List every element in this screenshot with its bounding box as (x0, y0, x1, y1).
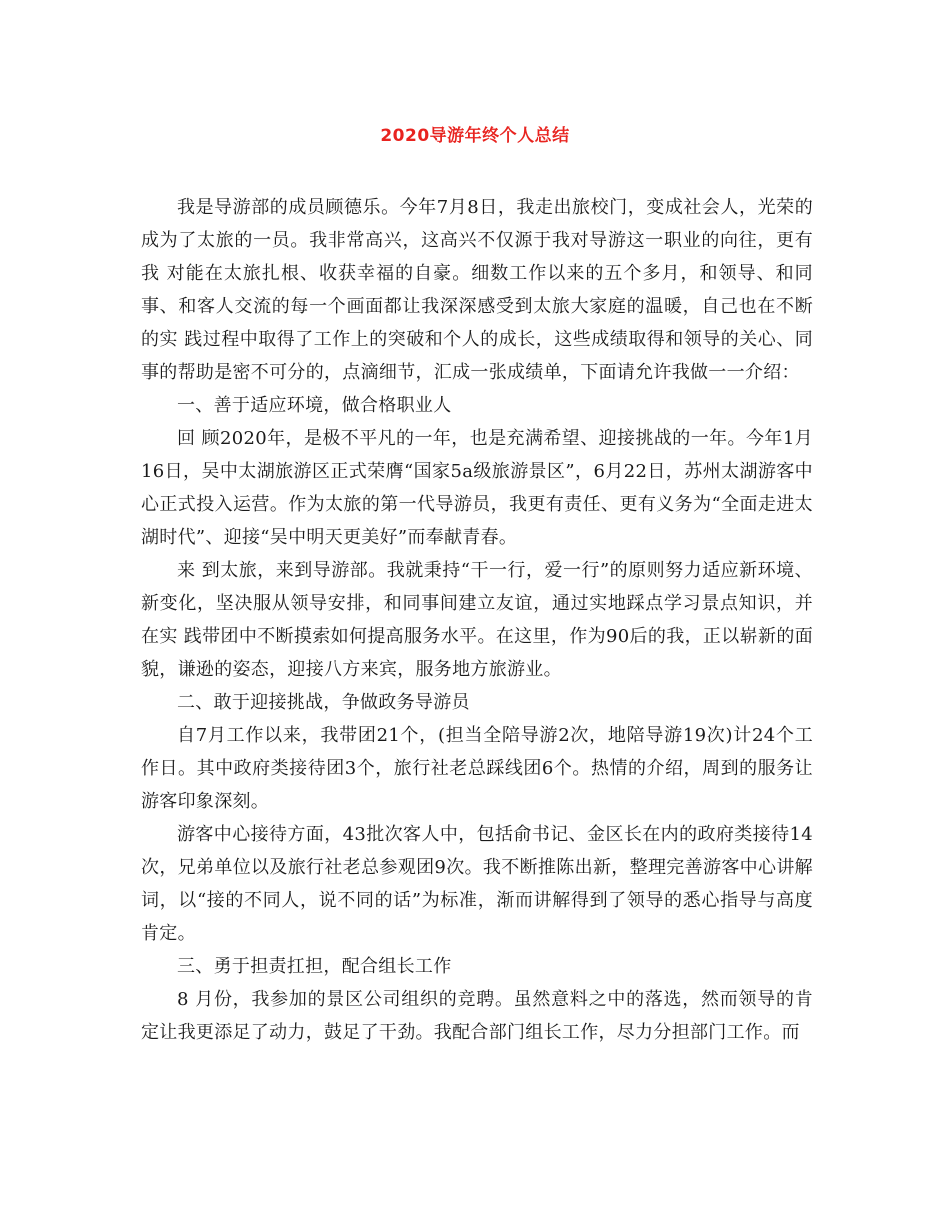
paragraph-tour-stats: 自7月工作以来，我带团21个，(担当全陪导游2次，地陪导游19次)计24个工作日。其中政府类接待团3个，旅行社老总踩线团6个。热情的介绍，周到的服务让游客印象深刻。 (141, 725, 813, 812)
section-heading-2: 二、敢于迎接挑战，争做政务导游员 (177, 692, 470, 713)
section-heading-1: 一、善于适应环境，做合格职业人 (177, 395, 452, 416)
document-title: 2020导游年终个人总结 (380, 126, 570, 146)
paragraph-competition: 8 月份，我参加的景区公司组织的竞聘。虽然意料之中的落选，然而领导的肯定让我更添足了动力，鼓足了干劲。我配合部门组长工作，尽力分担部门工作。而 (141, 989, 813, 1043)
section-heading-3: 三、勇于担责扛担，配合组长工作 (177, 956, 452, 977)
paragraph-review-2020: 回 顾2020年，是极不平凡的一年，也是充满希望、迎接挑战的一年。今年1月16日，吴中太湖旅游区正式荣膺“国家5a级旅游景区”，6月22日，苏州太湖游客中心正式投入运营。作为太旅的第一代导游员，我更有责任、更有义务为“全面走进太湖时代”、迎接“吴中明天更美好”而奉献青春。 (141, 428, 813, 548)
document-body (141, 191, 813, 1049)
paragraph-intro: 我是导游部的成员顾德乐。今年7月8日，我走出旅校门，变成社会人，光荣的成为了太旅的一员。我非常高兴，这高兴不仅源于我对导游这一职业的向往，更有我 对能在太旅扎根、收获幸福的自豪。细数工作以来的五个多月，和领导、和同事、和客人交流的每一个画面都让我深深感受到太旅大家庭的温暖，自己也在不断的实 践过程中取得了工作上的突破和个人的成长，这些成绩取得和领导的关心、同事的帮助是密不可分的，点滴细节，汇成一张成绩单，下面请允许我做一一介绍： (141, 197, 813, 383)
paragraph-adapt: 来 到太旅，来到导游部。我就秉持“干一行，爱一行”的原则努力适应新环境、新变化，坚决服从领导安排，和同事间建立友谊，通过实地踩点学习景点知识，并在实 践带团中不断摸索如何提高服务水平。在这里，作为90后的我，正以崭新的面貌，谦逊的姿态，迎接八方来宾，服务地方旅游业。 (141, 560, 813, 680)
paragraph-visitor-center: 游客中心接待方面，43批次客人中，包括俞书记、金区长在内的政府类接待14次，兄弟单位以及旅行社老总参观团9次。我不断推陈出新，整理完善游客中心讲解词，以“接的不同人，说不同的话”为标准，渐而讲解得到了领导的悉心指导与高度肯定。 (141, 824, 813, 944)
